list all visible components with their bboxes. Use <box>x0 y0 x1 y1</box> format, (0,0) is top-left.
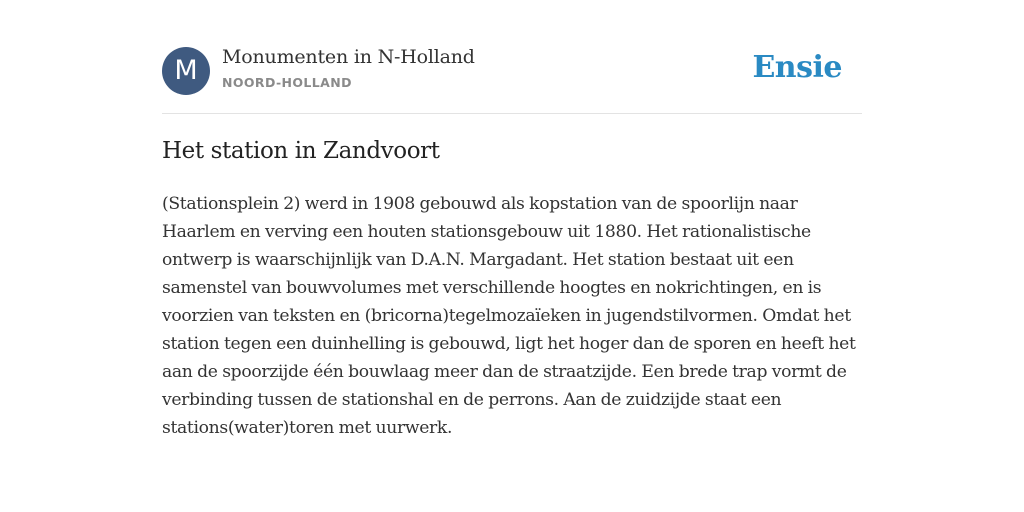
header-divider <box>162 113 862 114</box>
article-body: (Stationsplein 2) werd in 1908 gebouwd als kopstation van de spoorlijn naar Haarlem en verving een houten stationsgebouw uit 1880. Het rationalistische ontwerp is waarschijnlijk van D.A.N. Margadant. Het station bestaat uit een samenstel van bouwvolumes met verschillende hoogtes en nokrichtingen, en is voorzien van teksten en (bricorna)tegelmozaïeken in jugendstilvormen. Omdat het station tegen een duinhelling is gebouwd, ligt het hoger dan de sporen en heeft het aan de spoorzijde één bouwlaag meer dan de straatzijde. Een brede trap vormt de verbinding tussen de stationshal en de perrons. Aan de zuidzijde staat een stations(water)toren met uurwerk. <box>162 194 856 438</box>
source-header <box>162 46 862 96</box>
source-title[interactable]: Monumenten in N-Holland <box>222 46 475 68</box>
article-title: Het station in Zandvoort <box>162 138 440 164</box>
source-subtitle: NOORD-HOLLAND <box>222 75 352 90</box>
ensie-logo[interactable]: Ensie <box>752 50 842 85</box>
avatar[interactable]: M <box>162 47 210 95</box>
